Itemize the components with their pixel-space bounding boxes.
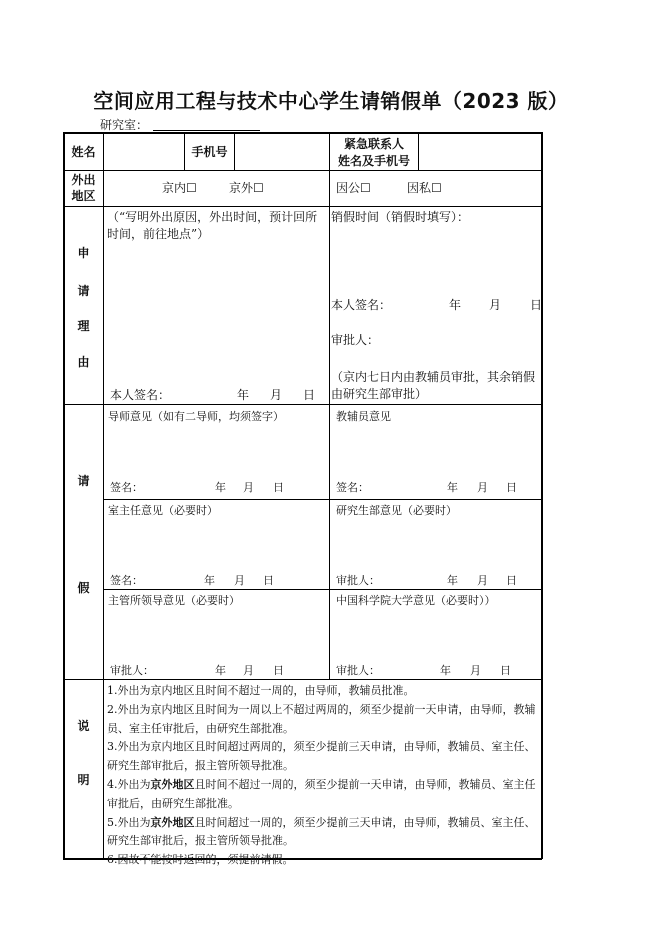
director-month: 月 (234, 574, 245, 587)
advisor-opinion-field[interactable] (106, 426, 327, 476)
notes-list (107, 682, 539, 870)
ucas-day: 日 (500, 664, 511, 677)
grad-dept-day: 日 (506, 574, 517, 587)
assistant-opinion-field[interactable] (333, 426, 539, 476)
emergency-contact-field[interactable] (420, 134, 540, 169)
notes-side-2: 明 (77, 773, 90, 787)
beijing-inside-checkbox[interactable]: 京内☐ (162, 181, 197, 195)
assistant-year: 年 (447, 481, 458, 494)
reason-year: 年 (237, 388, 250, 402)
grad-dept-year: 年 (447, 574, 458, 587)
assistant-opinion-label: 教辅员意见 (336, 410, 391, 423)
cancel-day: 日 (530, 298, 543, 312)
cancel-note: （京内七日内由教辅员审批，其余销假由研究生部审批） (331, 370, 536, 401)
note-4-emphasis: 京外地区 (150, 777, 195, 791)
note-6: 6.因故不能按时返回的，须提前请假。 (107, 853, 294, 867)
leave-side-2: 假 (77, 581, 90, 595)
director-opinion-label: 室主任意见（必要时） (108, 504, 218, 517)
grad-dept-opinion-label: 研究生部意见（必要时） (336, 504, 457, 517)
reason-side-4: 由 (77, 355, 90, 369)
leader-year: 年 (215, 664, 226, 677)
cancel-time-field[interactable] (331, 228, 539, 288)
reason-month: 月 (270, 388, 283, 402)
cancel-signature-label: 本人签名： (331, 298, 392, 312)
note-4: 4.外出为京外地区且时间不超过一周的，须至少提前一天申请，由导师，教辅员、室主任审批后，由研究生部批准。 (107, 777, 536, 810)
assistant-sign-label: 签名： (336, 481, 369, 494)
reason-day: 日 (303, 388, 316, 402)
advisor-day: 日 (273, 481, 284, 494)
advisor-opinion-label: 导师意见（如有二导师，均须签字） (108, 410, 284, 423)
leader-opinion-field[interactable] (106, 610, 327, 660)
note-1: 1.外出为京内地区且时间不超过一周的，由导师，教辅员批准。 (107, 684, 415, 697)
name-field[interactable] (105, 134, 183, 169)
personal-checkbox[interactable]: 因私☐ (407, 181, 442, 195)
cancel-year: 年 (449, 298, 462, 312)
phone-label: 手机号 (191, 145, 228, 159)
notes-side-1: 说 (77, 719, 90, 733)
cancel-month: 月 (489, 298, 502, 312)
grad-dept-opinion-field[interactable] (333, 520, 539, 570)
reason-signature-label: 本人签名： (110, 388, 171, 402)
department-field[interactable] (153, 130, 260, 131)
official-checkbox[interactable]: 因公☐ (336, 181, 371, 195)
region-label: 外出 地区 (71, 173, 96, 203)
note-5: 5.外出为京外地区且时间超过一周的，须至少提前三天申请，由导师，教辅员、室主任、研究生部审批后，报主管所领导批准。 (107, 815, 536, 848)
ucas-month: 月 (470, 664, 481, 677)
ucas-approver-label: 审批人： (336, 664, 380, 677)
reason-side-3: 理 (77, 319, 90, 333)
leader-opinion-label: 主管所领导意见（必要时） (108, 594, 240, 607)
reason-field[interactable] (106, 245, 327, 383)
leave-side-1: 请 (77, 474, 90, 488)
director-opinion-field[interactable] (106, 520, 327, 570)
phone-field[interactable] (236, 134, 328, 169)
page-title: 空间应用工程与技术中心学生请销假单（2023 版） (93, 89, 569, 113)
note-3: 3.外出为京内地区且时间超过两周的，须至少提前三天申请，由导师，教辅员、室主任、研究生部审批后，报主管所领导批准。 (107, 740, 536, 773)
director-sign-label: 签名： (110, 574, 143, 587)
reason-hint: （“写明外出原因，外出时间，预计回所时间，前往地点”） (107, 210, 318, 241)
assistant-month: 月 (477, 481, 488, 494)
leader-approver-label: 审批人： (110, 664, 154, 677)
ucas-opinion-label: 中国科学院大学意见（必要时）） (336, 594, 496, 607)
ucas-year: 年 (440, 664, 451, 677)
director-year: 年 (204, 574, 215, 587)
leader-day: 日 (273, 664, 284, 677)
grad-dept-approver-label: 审批人： (336, 574, 380, 587)
note-2: 2.外出为京内地区且时间为一周以上不超过两周的，须至少提前一天申请，由导师，教辅员、室主任审批后，由研究生部批准。 (107, 702, 536, 735)
department-label: 研究室： (100, 118, 149, 132)
advisor-sign-label: 签名： (110, 481, 143, 494)
name-label: 姓名 (71, 145, 96, 159)
ucas-opinion-field[interactable] (333, 610, 539, 660)
reason-side-1: 申 (77, 246, 90, 260)
advisor-month: 月 (243, 481, 254, 494)
advisor-year: 年 (215, 481, 226, 494)
emergency-contact-label: 紧急联系人 姓名及手机号 (337, 137, 410, 168)
beijing-outside-checkbox[interactable]: 京外☐ (229, 181, 264, 195)
cancel-time-label: 销假时间（销假时填写）： (331, 210, 470, 224)
leader-month: 月 (243, 664, 254, 677)
reason-side-2: 请 (77, 284, 90, 298)
grad-dept-month: 月 (477, 574, 488, 587)
assistant-day: 日 (506, 481, 517, 494)
note-5-emphasis: 京外地区 (150, 815, 195, 829)
director-day: 日 (263, 574, 274, 587)
cancel-approver-label: 审批人： (331, 333, 380, 347)
